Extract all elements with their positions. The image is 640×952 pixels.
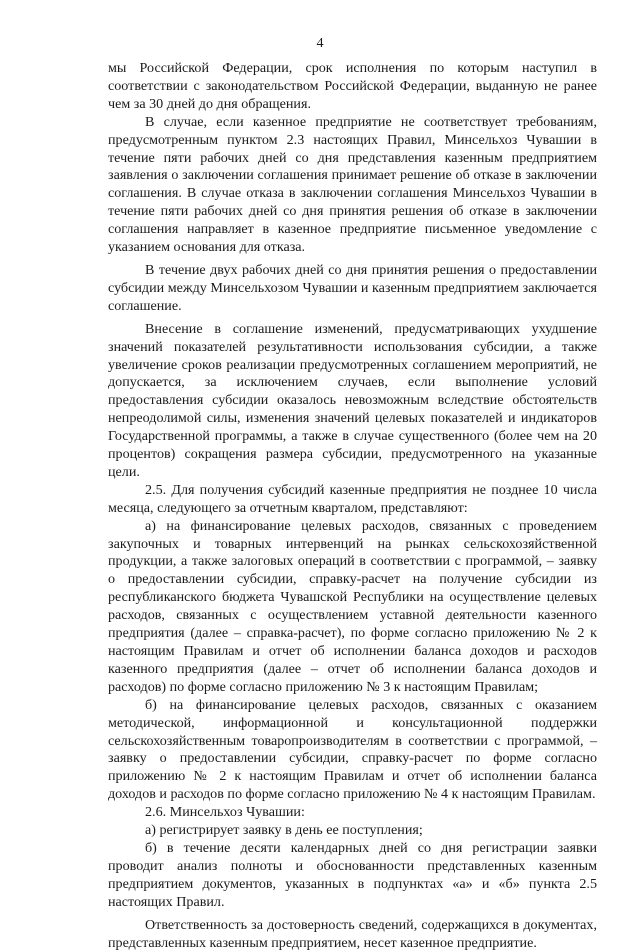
page-number: 4	[316, 36, 324, 51]
paragraph: 2.5. Для получения субсидий казенные предприятия не позднее 10 числа месяца, следующего за отчетным кварталом, представляют:	[108, 481, 597, 516]
paragraph: 2.6. Минсельхоз Чувашии:	[145, 804, 305, 821]
paragraph: Внесение в соглашение изменений, предусматривающих ухудшение значений показателей результативности использования субсидии, а также увеличение сроков реализации предусмотренных соглашением мероприятий, не допускается, за исключением случаев, если выполнение условий предоставления субсидии оказалось невозможным вследствие обстоятельств непреодолимой силы, изменения значений целевых показателей и индикаторов Государственной программы, а также в случае существенного (более чем на 20 процентов) сокращения размера субсидии, предусмотренного на указанные цели.	[108, 320, 597, 480]
paragraph: В течение двух рабочих дней со дня принятия решения о предоставлении субсидии между Минсельхозом Чувашии и казенным предприятием заключается соглашение.	[108, 261, 597, 314]
paragraph: б) на финансирование целевых расходов, связанных с оказанием методической, информационной и консультационной поддержки сельскохозяйственным товаропроизводителям в соответствии с программой, – заявку о предоставлении субсидии, справку-расчет по форме согласно приложению № 2 к настоящим Правилам и отчет об исполнении баланса доходов и расходов по форме согласно приложению № 4 к настоящим Правилам.	[108, 696, 597, 803]
document-body	[108, 60, 597, 952]
paragraph: В случае, если казенное предприятие не соответствует требованиям, предусмотренным пунктом 2.3 настоящих Правил, Минсельхоз Чувашии в течение пяти рабочих дней со дня представления казенным предприятием заявления о заключении соглашения принимает решение об отказе в заключении соглашения. В случае отказа в заключении соглашения Минсельхоз Чувашии в течение пяти рабочих дней со дня принятия решения об отказе в заключении соглашения направляет в казенное предприятие письменное уведомление с указанием основания для отказа.	[108, 113, 597, 256]
paragraph: б) в течение десяти календарных дней со дня регистрации заявки проводит анализ полноты и обоснованности представленных казенным предприятием документов, указанных в подпунктах «а» и «б» пункта 2.5 настоящих Правил.	[108, 839, 597, 910]
paragraph: а) на финансирование целевых расходов, связанных с проведением закупочных и товарных интервенций на рынках сельскохозяйственной продукции, а также залоговых операций в соответствии с программой, – заявку о предоставлении субсидии, справку-расчет на получение субсидии из республиканского бюджета Чувашской Республики на осуществление целевых расходов, связанных с осуществлением уставной деятельности казенного предприятия (далее – справка-расчет), по форме согласно приложению № 2 к настоящим Правилам и отчет об исполнении баланса доходов и расходов казенного предприятия (далее – отчет об исполнении баланса доходов и расходов) по форме согласно приложению № 3 к настоящим Правилам;	[108, 517, 597, 695]
paragraph: мы Российской Федерации, срок исполнения по которым наступил в соответствии с законодательством Российской Федерации, выданную не ранее чем за 30 дней до дня обращения.	[108, 60, 597, 112]
paragraph: Ответственность за достоверность сведений, содержащихся в документах, представленных казенным предприятием, несет казенное предприятие.	[108, 916, 597, 951]
paragraph: а) регистрирует заявку в день ее поступления;	[145, 822, 423, 839]
